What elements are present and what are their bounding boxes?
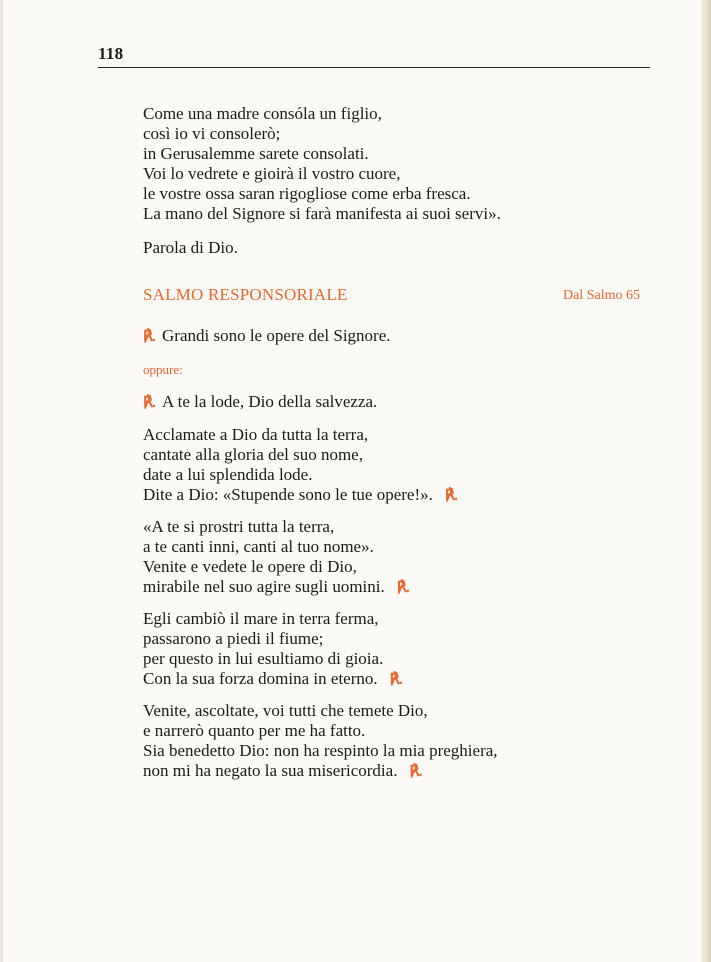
psalm-line: Sia benedetto Dio: non ha respinto la mia preghiera, (143, 741, 498, 760)
psalm-heading (143, 285, 653, 309)
reading-text (143, 104, 653, 224)
psalm-line (143, 761, 653, 782)
psalm-stanza (143, 609, 653, 690)
psalm-line: «A te si prostri tutta la terra, (143, 517, 335, 536)
psalm-line-text: non mi ha negato la sua misericordia. (143, 761, 398, 780)
psalm-stanza (143, 425, 653, 506)
reading-line: Voi lo vedrete e gioirà il vostro cuore, (143, 164, 401, 183)
response-1 (143, 326, 653, 347)
page-right-edge (701, 0, 711, 962)
response-symbol-icon: ℟. (389, 672, 402, 688)
psalm-line: date a lui splendida lode. (143, 465, 313, 484)
psalm-line-text: mirabile nel suo agire sugli uomini. (143, 577, 385, 596)
reading-closing: Parola di Dio. (143, 238, 238, 257)
response-2-text: A te la lode, Dio della salvezza. (162, 392, 378, 411)
page-content (143, 104, 653, 793)
response-2 (143, 392, 653, 413)
reading-line: in Gerusalemme sarete consolati. (143, 144, 369, 163)
response-symbol-icon: ℟. (143, 395, 156, 411)
psalm-line: Venite e vedete le opere di Dio, (143, 557, 357, 576)
psalm-line (143, 577, 653, 598)
response-symbol-icon: ℟. (444, 488, 457, 504)
psalm-line: e narrerò quanto per me ha fatto. (143, 721, 366, 740)
psalm-line: passarono a piedi il fiume; (143, 629, 324, 648)
alternative-label: oppure: (143, 362, 183, 377)
psalm-line-text: Con la sua forza domina in eterno. (143, 669, 378, 688)
response-symbol-icon: ℟. (396, 580, 409, 596)
reading-line: così io vi consolerò; (143, 124, 281, 143)
response-1-text: Grandi sono le opere del Signore. (162, 326, 391, 345)
psalm-line (143, 485, 653, 506)
section-title: SALMO RESPONSORIALE (143, 285, 348, 304)
psalm-line: per questo in lui esultiamo di gioia. (143, 649, 384, 668)
page-number: 118 (98, 44, 124, 63)
psalm-stanza (143, 701, 653, 782)
psalm-line: cantate alla gloria del suo nome, (143, 445, 363, 464)
response-symbol-icon: ℟. (143, 329, 156, 345)
psalm-line: Acclamate a Dio da tutta la terra, (143, 425, 369, 444)
psalm-stanza (143, 517, 653, 598)
header-rule (98, 67, 650, 68)
psalm-line: Venite, ascoltate, voi tutti che temete Dio, (143, 701, 428, 720)
response-symbol-icon: ℟. (409, 764, 422, 780)
section-source: Dal Salmo 65 (563, 288, 640, 303)
reading-line: La mano del Signore si farà manifesta ai suoi servi». (143, 204, 501, 223)
page-left-edge (0, 0, 3, 962)
psalm-stanzas (143, 425, 653, 782)
reading-line: Come una madre consóla un figlio, (143, 104, 382, 123)
reading-line: le vostre ossa saran rigogliose come erba fresca. (143, 184, 471, 203)
psalm-line: a te canti inni, canti al tuo nome». (143, 537, 374, 556)
psalm-line-text: Dite a Dio: «Stupende sono le tue opere!». (143, 485, 433, 504)
psalm-line (143, 669, 653, 690)
psalm-line: Egli cambiò il mare in terra ferma, (143, 609, 379, 628)
